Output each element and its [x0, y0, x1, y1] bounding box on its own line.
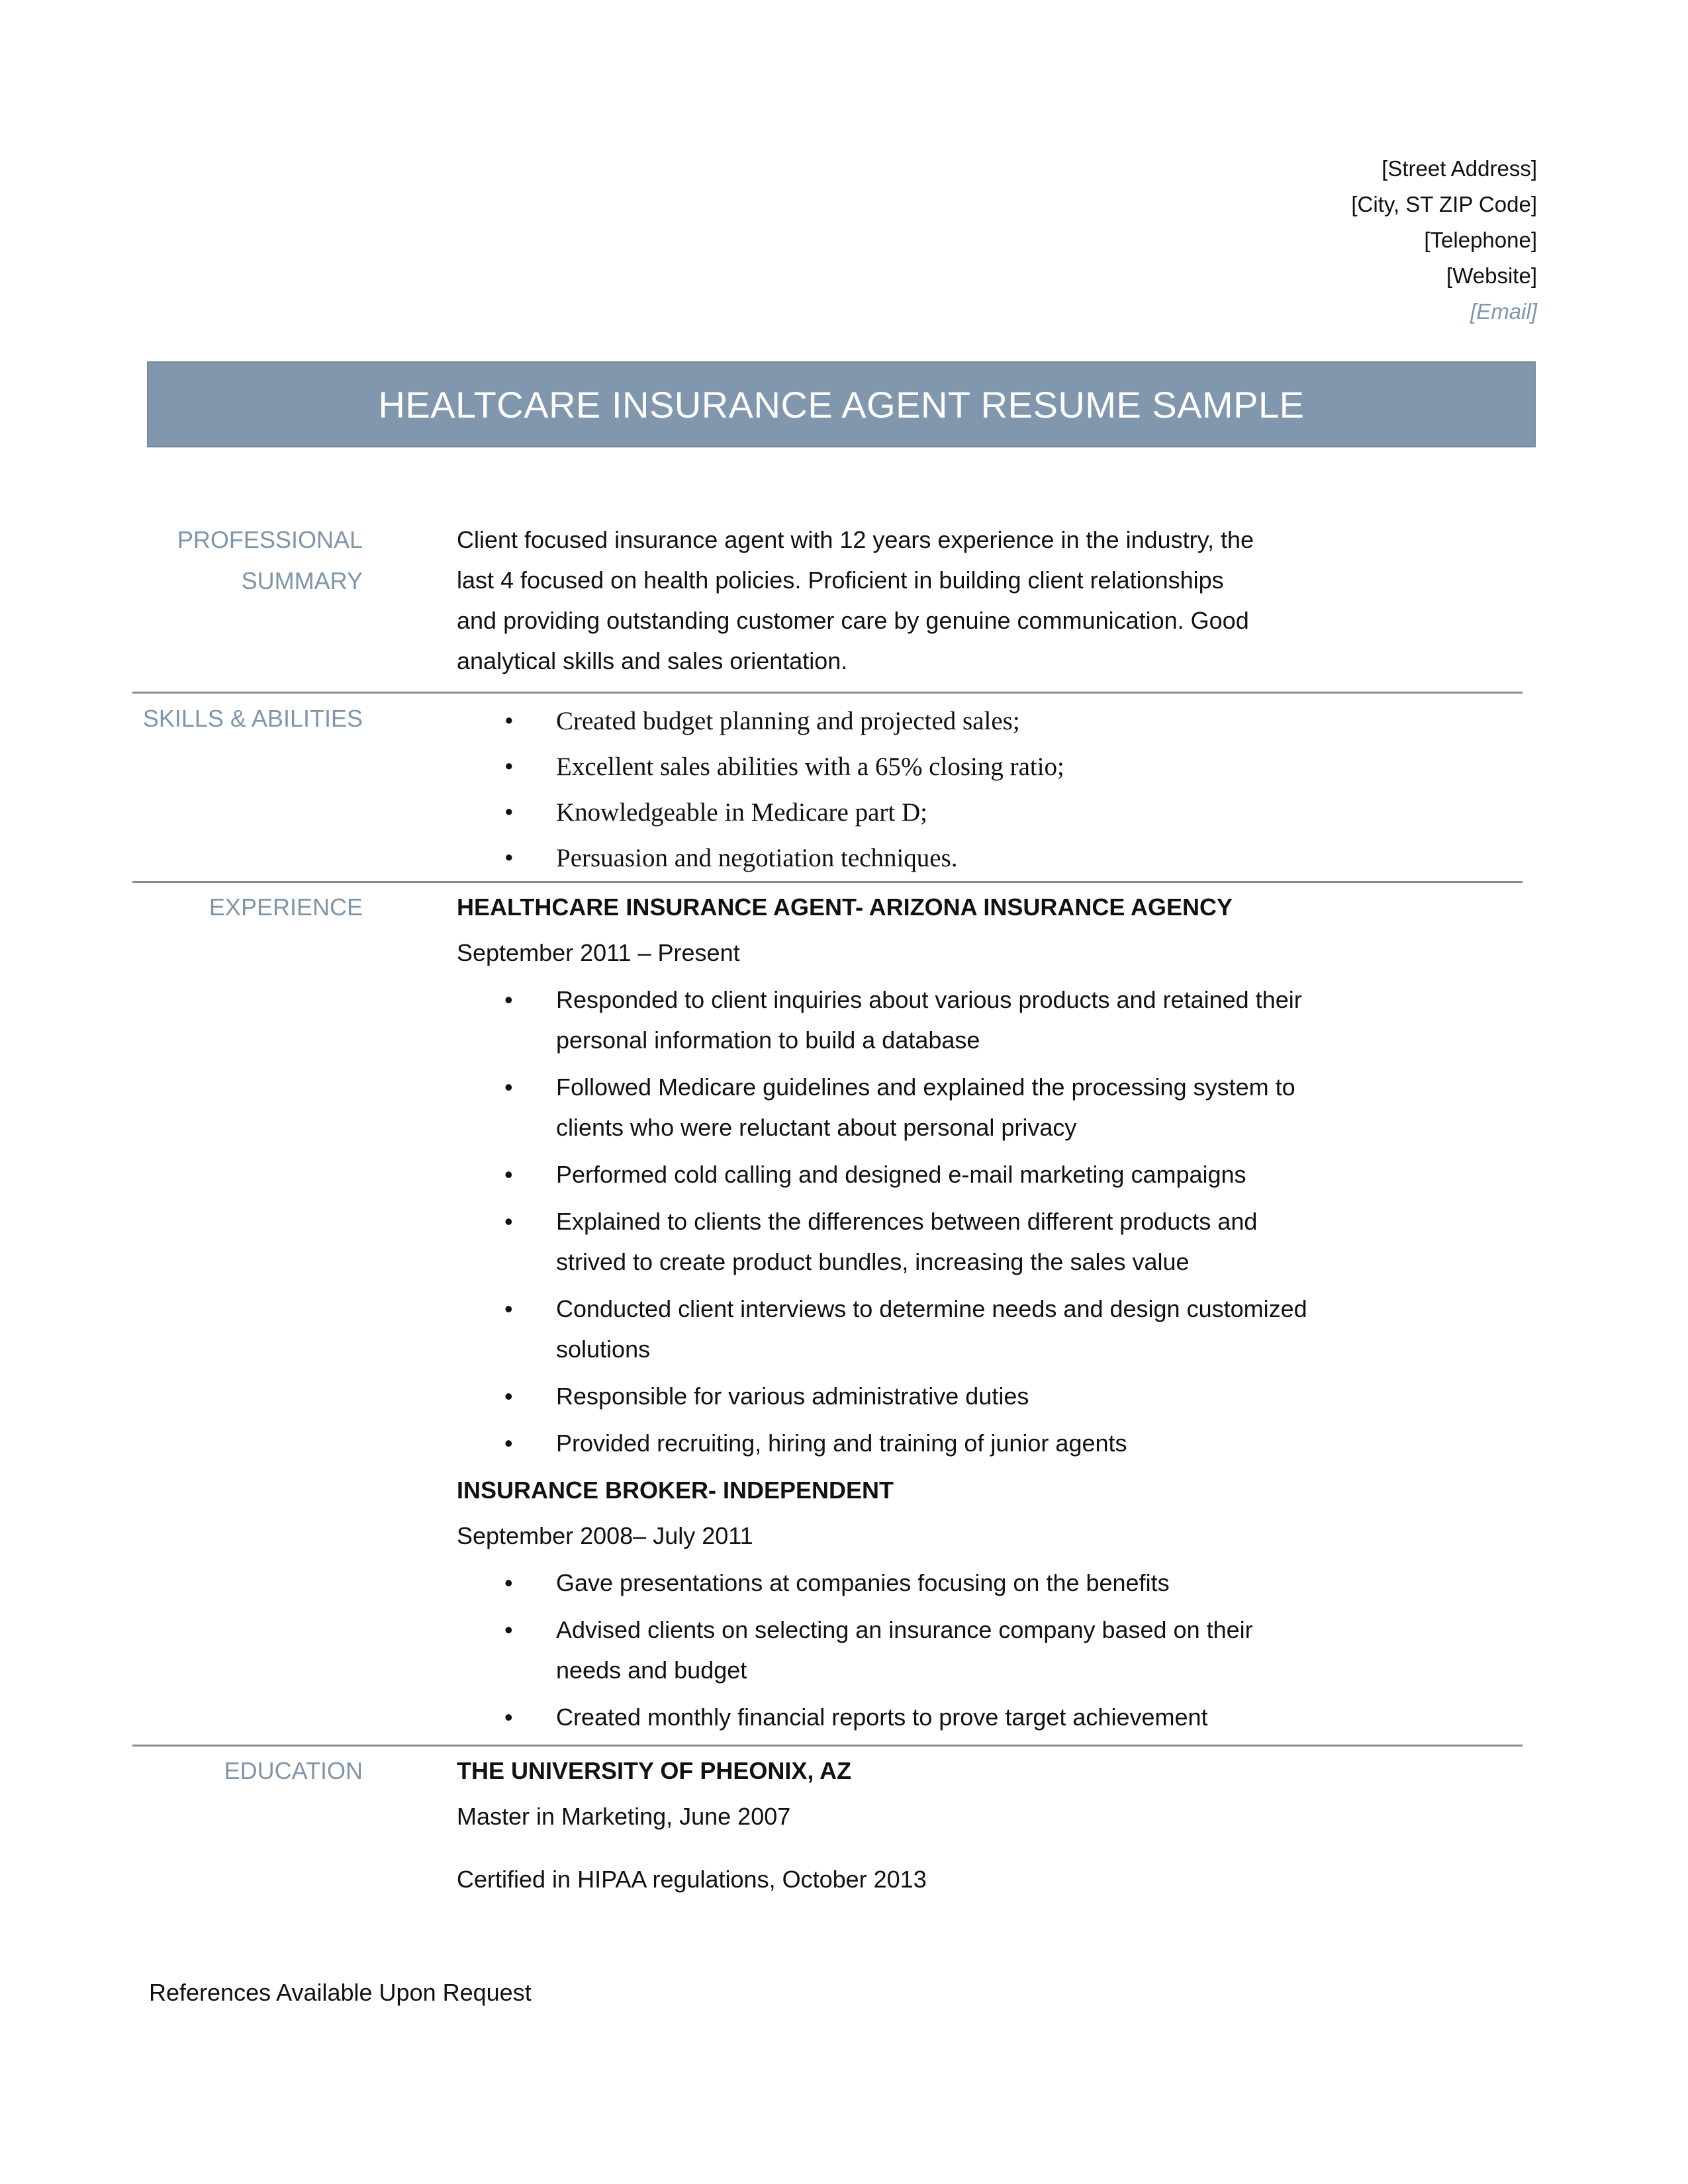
job-bullet: • Responsible for various administrative duties: [457, 1376, 1324, 1416]
certification: Certified in HIPAA regulations, October 2013: [457, 1866, 927, 1893]
job-bullet: • Gave presentations at companies focusing on the benefits: [457, 1563, 1324, 1603]
summary-label-line2: SUMMARY: [241, 567, 363, 594]
job-bullet: • Performed cold calling and designed e-mail marketing campaigns: [457, 1154, 1324, 1195]
telephone: [Telephone]: [1424, 228, 1537, 252]
street-address: [Street Address]: [1382, 156, 1537, 181]
job-title: INSURANCE BROKER- INDEPENDENT: [457, 1477, 894, 1504]
website: [Website]: [1446, 263, 1537, 288]
degree: Master in Marketing, June 2007: [457, 1803, 791, 1830]
summary-line: last 4 focused on health policies. Proficient in building client relationships: [457, 567, 1224, 594]
summary-text: [457, 520, 1476, 681]
title-banner: [147, 361, 1536, 447]
job-bullet: • Advised clients on selecting an insurance company based on their needs and budget: [457, 1610, 1324, 1690]
job-bullet: • Created monthly financial reports to prove target achievement: [457, 1697, 1324, 1737]
skills-list: [457, 698, 1476, 881]
skill-item: • Created budget planning and projected sales;: [457, 698, 1476, 744]
job-bullet: • Conducted client interviews to determine needs and design customized solutions: [457, 1289, 1324, 1369]
summary-line: and providing outstanding customer care by genuine communication. Good: [457, 607, 1249, 634]
summary-line: analytical skills and sales orientation.: [457, 647, 848, 674]
summary-label-line1: PROFESSIONAL: [177, 526, 363, 553]
divider: [132, 881, 1523, 883]
divider: [132, 1745, 1523, 1747]
city-state-zip: [City, ST ZIP Code]: [1351, 192, 1537, 216]
school-name: THE UNIVERSITY OF PHEONIX, AZ: [457, 1757, 852, 1784]
contact-block: [1351, 151, 1537, 330]
job-dates: September 2011 – Present: [457, 939, 740, 966]
skill-item: • Knowledgeable in Medicare part D;: [457, 790, 1476, 835]
education-content: [457, 1751, 1476, 1899]
references-note: References Available Upon Request: [149, 1979, 532, 2006]
summary-line: Client focused insurance agent with 12 years experience in the industry, the: [457, 526, 1254, 553]
skill-item: • Persuasion and negotiation techniques.: [457, 835, 1476, 881]
job-bullet: • Followed Medicare guidelines and explained the processing system to clients who were reluctant about personal privacy: [457, 1067, 1324, 1148]
divider: [132, 692, 1523, 694]
email: [Email]: [1470, 299, 1537, 324]
section-label-skills: SKILLS & ABILITIES: [142, 705, 363, 732]
resume-title: HEALTCARE INSURANCE AGENT RESUME SAMPLE: [378, 383, 1305, 426]
section-label-experience: EXPERIENCE: [209, 893, 363, 921]
job-dates: September 2008– July 2011: [457, 1522, 753, 1549]
section-label-education: EDUCATION: [224, 1757, 363, 1784]
job-bullet: • Explained to clients the differences between different products and strived to create product bundles, increasing the sales value: [457, 1201, 1324, 1282]
section-label-summary: [132, 520, 363, 602]
job-bullet: • Provided recruiting, hiring and training of junior agents: [457, 1423, 1324, 1463]
skill-item: • Excellent sales abilities with a 65% closing ratio;: [457, 744, 1476, 790]
job-title: HEALTHCARE INSURANCE AGENT- ARIZONA INSURANCE AGENCY: [457, 893, 1233, 921]
experience-content: [457, 887, 1450, 1744]
job-bullet: • Responded to client inquiries about various products and retained their personal information to build a database: [457, 979, 1324, 1060]
